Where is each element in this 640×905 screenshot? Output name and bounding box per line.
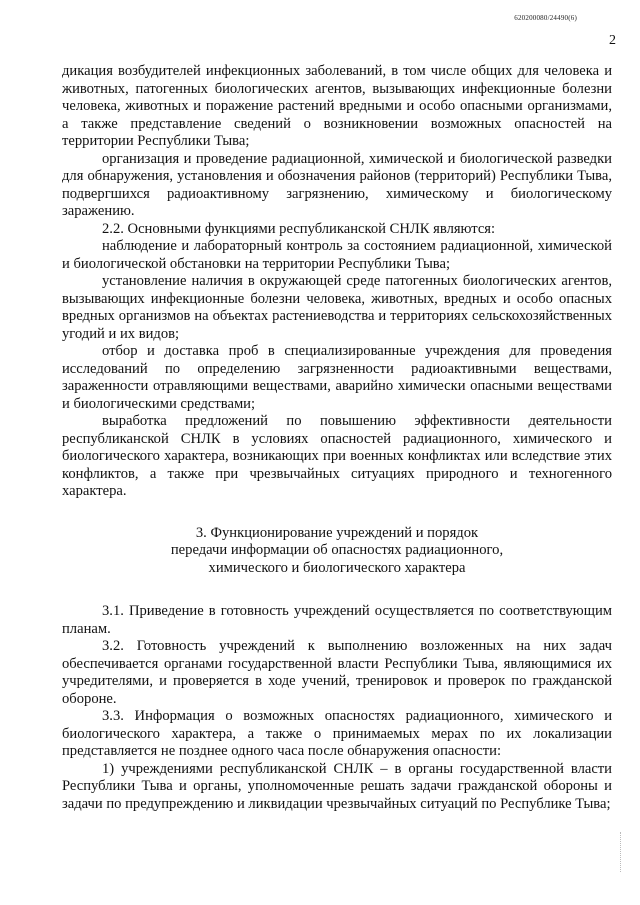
paragraph: установление наличия в окружающей среде патогенных биологических агентов, вызывающих инфекционные болезни человека, животных, вредных и особо опасных вредных организмов на объектах растениеводства и территориях сельскохозяйственных угодий и их видов; — [62, 273, 612, 342]
page-number: 2 — [609, 33, 616, 48]
document-body — [62, 63, 612, 813]
paragraph: наблюдение и лабораторный контроль за состоянием радиационной, химической и биологической обстановки на территории Республики Тыва; — [62, 238, 612, 272]
paragraph: выработка предложений по повышению эффективности деятельности республиканской СНЛК в условиях опасностей радиационного, химического и биологического характера, возникающих при военных конфликтах или вследствие этих конфликтов, а также при чрезвычайных ситуациях природного и техногенного характера. — [62, 413, 612, 499]
scan-artifact — [620, 832, 625, 872]
paragraph: 3.3. Информация о возможных опасностях радиационного, химического и биологического характера, а также о принимаемых мерах по их локализации представляется не позднее одного часа после обнаружения опасности: — [62, 708, 612, 759]
paragraph: 3.2. Готовность учреждений к выполнению возложенных на них задач обеспечивается органами государственной власти Республики Тыва, являющимися их учредителями, и проверяется в ходе учений, тренировок и проверок по гражданской обороне. — [62, 638, 612, 707]
section-heading-line: химического и биологического характера — [208, 559, 466, 576]
section-heading — [62, 525, 612, 578]
paragraph: 1) учреждениями республиканской СНЛК – в органы государственной власти Республики Тыва и органы, уполномоченные решать задачи гражданской обороны и задачи по предупреждению и ликвидации чрезвычайных ситуаций по Республике Тыва; — [62, 760, 612, 812]
section-heading-line: передачи информации об опасностях радиационного, — [170, 542, 504, 558]
section-heading-line: 3. Функционирование учреждений и порядок — [195, 524, 479, 541]
paragraph: отбор и доставка проб в специализированные учреждения для проведения исследований по определению загрязненности радиоактивными веществами, зараженности отравляющими веществами, аварийно химически опасными веществами и биологическими средствами; — [62, 343, 612, 412]
paragraph: 3.1. Приведение в готовность учреждений осуществляется по соответствующим планам. — [62, 603, 612, 637]
paragraph: дикация возбудителей инфекционных заболеваний, в том числе общих для человека и животных, патогенных биологических агентов, вызывающих инфекционные болезни человека, животных и поражение растений вредными и особо опасными организмами, а также представление сведений о возникновении возможных опасностей на территории Республики Тыва; — [62, 63, 612, 149]
paragraph: организация и проведение радиационной, химической и биологической разведки для обнаружения, установления и обозначения районов (территорий) Республики Тыва, подвергшихся радиоактивному загрязнению, химическому и биологическому заражению. — [62, 150, 612, 219]
document-code: 620200080/24490(6) — [514, 14, 577, 22]
paragraph: 2.2. Основными функциями республиканской СНЛК являются: — [102, 220, 496, 237]
